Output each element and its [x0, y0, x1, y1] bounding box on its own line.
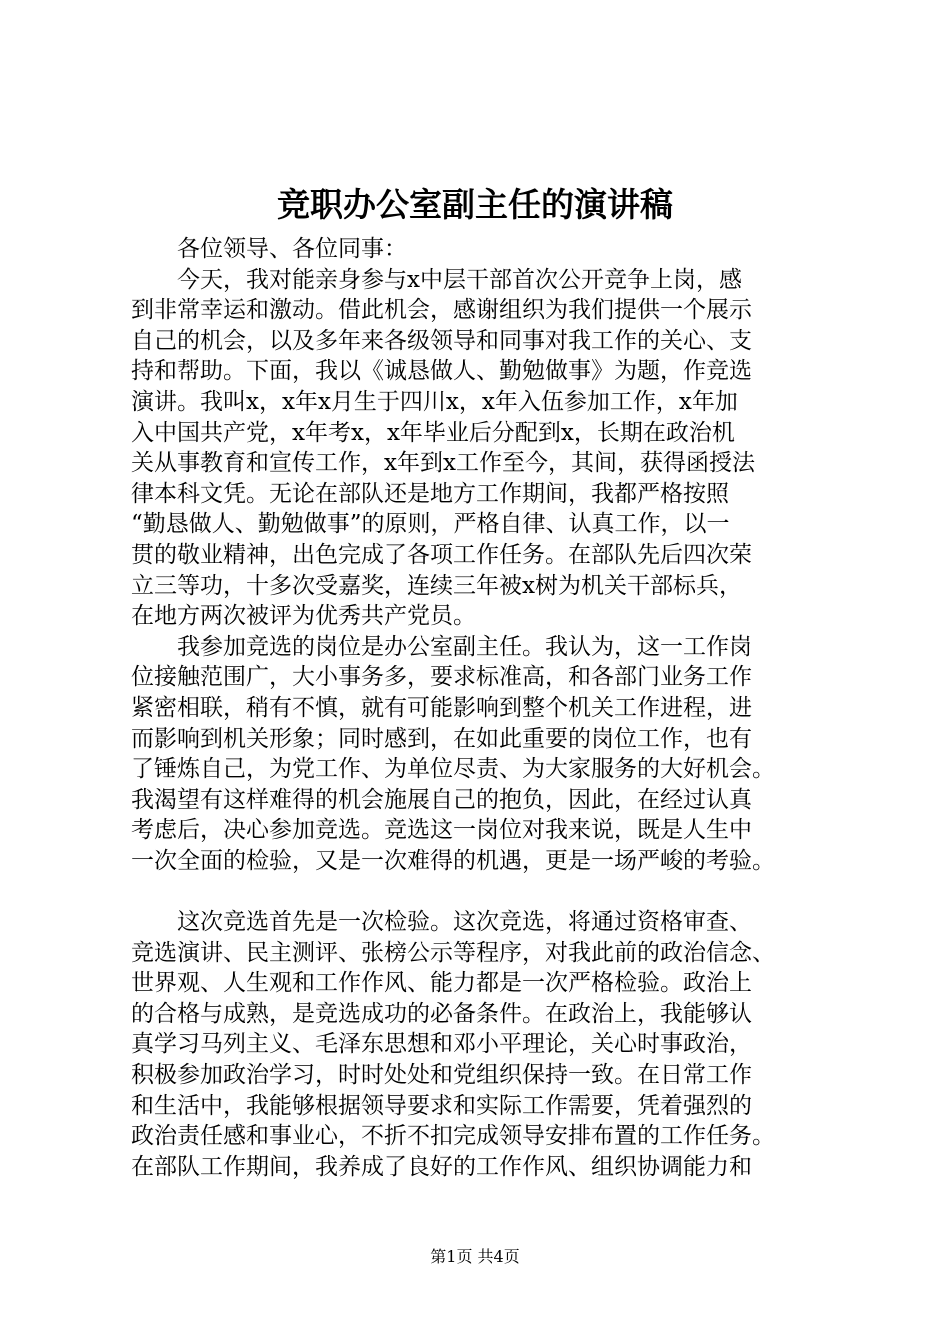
text-line: 和生活中，我能够根据领导要求和实际工作需要，凭着强烈的	[131, 1092, 752, 1119]
text-line: “勤恳做人、勤勉做事”的原则，严格自律、认真工作，以一	[131, 511, 730, 538]
text-line: 一次全面的检验，又是一次难得的机遇，更是一场严峻的考验。	[131, 847, 775, 874]
text-line: 紧密相联，稍有不慎，就有可能影响到整个机关工作进程，进	[131, 694, 752, 721]
text-line: 我参加竞选的岗位是办公室副主任。我认为，这一工作岗	[131, 633, 752, 660]
text-line: 真学习马列主义、毛泽东思想和邓小平理论，关心时事政治，	[131, 1031, 752, 1058]
text-line: 入中国共产党，x年考x，x年毕业后分配到x，长期在政治机	[131, 419, 735, 446]
text-line: 律本科文凭。无论在部队还是地方工作期间，我都严格按照	[131, 480, 729, 507]
text-line: 的合格与成熟，是竞选成功的必备条件。在政治上，我能够认	[131, 1000, 752, 1027]
text-line: 今天，我对能亲身参与x中层干部首次公开竞争上岗，感	[131, 266, 742, 293]
text-line: 贯的敬业精神，出色完成了各项工作任务。在部队先后四次荣	[131, 541, 752, 568]
text-line: 而影响到机关形象；同时感到，在如此重要的岗位工作，也有	[131, 725, 752, 752]
document-title: 竞职办公室副主任的演讲稿	[277, 185, 673, 224]
text-line: 积极参加政治学习，时时处处和党组织保持一致。在日常工作	[131, 1062, 752, 1089]
text-line: 位接触范围广，大小事务多，要求标准高，和各部门业务工作	[131, 664, 752, 691]
text-line: 立三等功，十多次受嘉奖，连续三年被x树为机关干部标兵，	[131, 572, 742, 599]
text-line: 竞选演讲、民主测评、张榜公示等程序，对我此前的政治信念、	[131, 939, 775, 966]
text-line: 政治责任感和事业心，不折不扣完成领导安排布置的工作任务。	[131, 1123, 775, 1150]
text-line: 我渴望有这样难得的机会施展自己的抱负，因此，在经过认真	[131, 786, 752, 813]
text-line: 自己的机会，以及多年来各级领导和同事对我工作的关心、支	[131, 327, 752, 354]
text-line: 各位领导、各位同事：	[131, 236, 407, 262]
text-line: 到非常幸运和激动。借此机会，感谢组织为我们提供一个展示	[131, 297, 752, 324]
text-line: 演讲。我叫x，x年x月生于四川x，x年入伍参加工作，x年加	[131, 388, 738, 415]
text-line: 考虑后，决心参加竞选。竞选这一岗位对我来说，既是人生中	[131, 817, 752, 844]
text-line: 关从事教育和宣传工作，x年到x工作至今，其间，获得函授法	[131, 450, 755, 477]
text-line: 了锤炼自己，为党工作、为单位尽责、为大家服务的大好机会。	[131, 756, 775, 783]
text-line: 持和帮助。下面，我以《诚恳做人、勤勉做事》为题，作竞选	[131, 358, 752, 385]
text-line: 世界观、人生观和工作作风、能力都是一次严格检验。政治上	[131, 970, 752, 997]
blank-line	[131, 876, 831, 907]
page-footer: 第1页 共4页	[430, 1247, 520, 1266]
document-body	[131, 234, 831, 1182]
text-line: 在部队工作期间，我养成了良好的工作作风、组织协调能力和	[131, 1153, 752, 1180]
text-line: 这次竞选首先是一次检验。这次竞选，将通过资格审查、	[131, 909, 752, 936]
text-line: 在地方两次被评为优秀共产党员。	[131, 603, 476, 630]
